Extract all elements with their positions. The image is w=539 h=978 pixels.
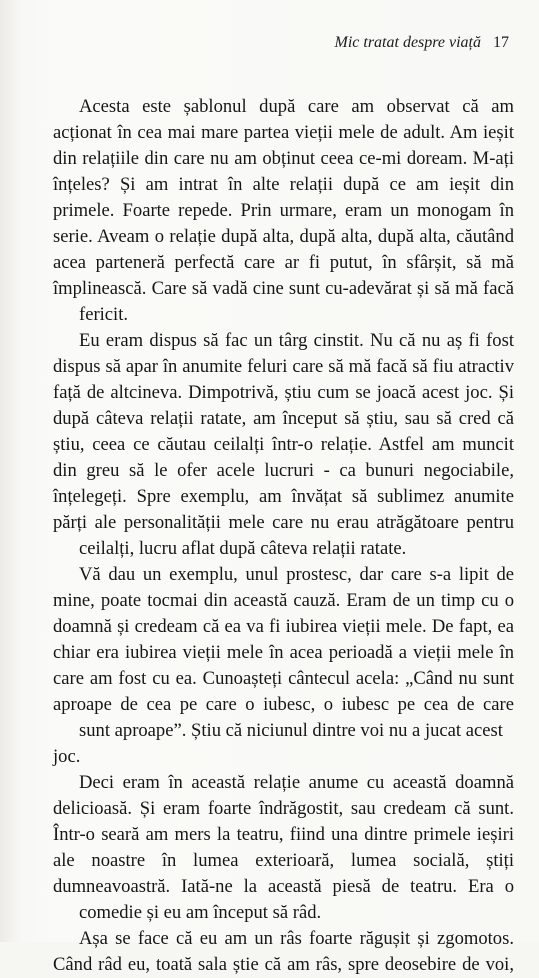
paragraph (53, 926, 514, 978)
running-title: Mic tratat despre viață (334, 34, 481, 51)
paragraph-last-line: fericit. (79, 304, 129, 325)
running-header (335, 34, 510, 52)
paragraph (53, 770, 514, 926)
paragraph-last-line: sunt aproape”. Știu că niciunul dintre voi nu a jucat acest joc. (53, 720, 503, 767)
paragraph (53, 328, 514, 562)
paragraph-text: Așa se face că eu am un râs foarte răgușit și zgomotos. Când râd eu, toată sala știe că am râs, spre deosebire de voi, (53, 928, 514, 975)
paragraph-text: Eu eram dispus să fac un târg cinstit. Nu că nu aș fi fost dispus să apar în anumite feluri care să mă facă să fiu atractiv față de altcineva. Dimpotrivă, știu cum se joacă acest joc. Și după câteva relații ratate, am început să știu, sau să cred că știu, ceea ce căutau ceilalți într-o relație. Astfel am muncit din greu să le ofer acele lucruri - ca bunuri negociabile, înțelegeți. Spre exemplu, am învățat să sublimez anumite părți ale personalității mele care nu erau atrăgătoare pentru (53, 330, 514, 533)
paragraph-text: Deci eram în această relație anume cu această doamnă delicioasă. Și eram foarte îndrăgostit, sau credeam că sunt. Într-o seară am mers la teatru, fiind una dintre primele ieșiri ale noastre în lumea exterioară, lumea socială, știți dumneavoastră. Iată-ne la această piesă de teatru. Era o (53, 772, 514, 897)
paragraph-text: Acesta este șablonul după care am observat că am acționat în cea mai mare partea vieții mele de adult. Am ieșit din relațiile din care nu am obținut ceea ce-mi doream. M-ați înțeles? Și am intrat în alte relații după ce am ieșit din primele. Foarte repede. Prin urmare, eram un monogam în serie. Aveam o relație după alta, după alta, după alta, căutând acea parteneră perfectă care ar fi putut, în sfârșit, să mă împlinească. Care să vadă cine sunt cu-adevărat și să mă facă (53, 96, 514, 299)
paragraph-last-line: ceilalți, lucru aflat după câteva relații ratate. (79, 538, 407, 559)
body-text (53, 94, 514, 978)
paragraph-last-line: comedie și eu am început să râd. (79, 902, 322, 923)
paragraph (53, 562, 514, 770)
paragraph-text: Vă dau un exemplu, unul prostesc, dar care s-a lipit de mine, poate tocmai din această cauză. Eram de un timp cu o doamnă și credeam că ea va fi iubirea vieții mele. De fapt, ea chiar era iubirea vieții mele în acea perioadă a vieții mele în care am fost cu ea. Cunoașteți cântecul acela: „Când nu sunt aproape de cea pe care o iubesc, o iubesc pe cea de care (53, 564, 514, 715)
page-number: 17 (493, 34, 509, 51)
paragraph (53, 94, 514, 328)
